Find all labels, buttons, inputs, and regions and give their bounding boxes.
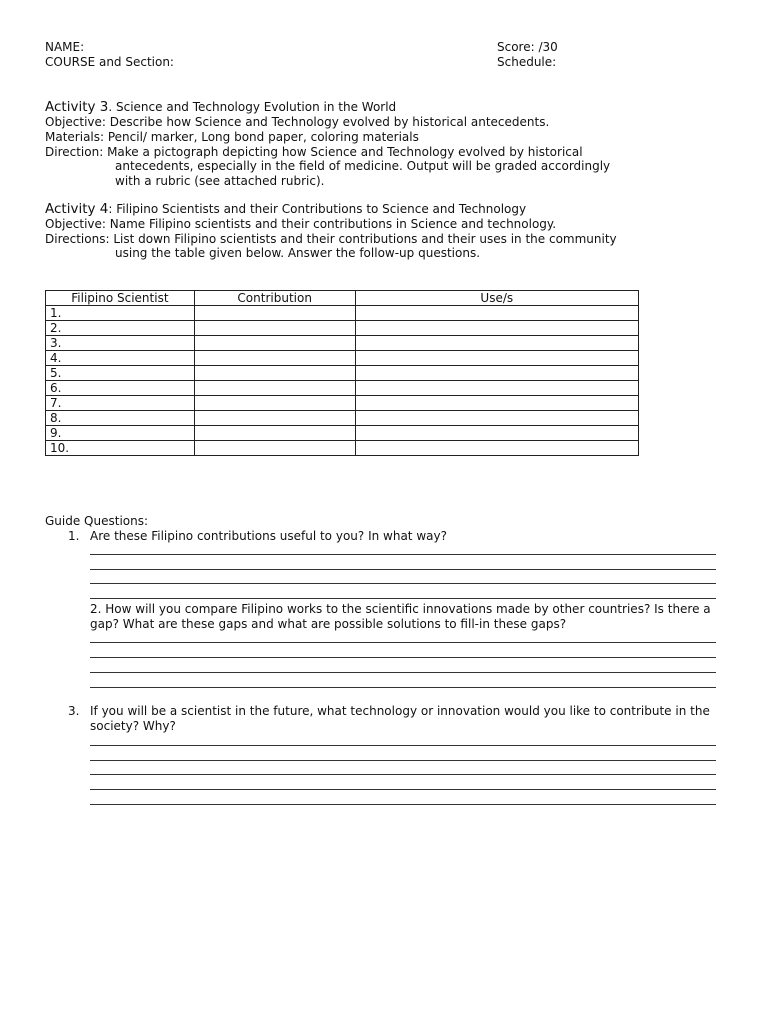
uses-cell[interactable] (355, 411, 638, 426)
activity4-directions-2: using the table given below. Answer the follow-up questions. (115, 246, 481, 260)
row-number: 5. (46, 366, 195, 381)
question-1-text: Are these Filipino contributions useful to you? In what way? (90, 529, 447, 543)
schedule-label: Schedule: (497, 55, 557, 69)
table-row (46, 351, 639, 366)
score-label: Score: /30 (497, 40, 558, 54)
contribution-cell[interactable] (194, 426, 355, 441)
answer-line[interactable] (90, 804, 716, 805)
table-row (46, 366, 639, 381)
activity4-heading: Activity 4 (45, 201, 109, 217)
table-row (46, 381, 639, 396)
activity3-direction-3: with a rubric (see attached rubric). (115, 174, 325, 188)
row-number: 8. (46, 411, 195, 426)
contribution-cell[interactable] (194, 336, 355, 351)
activity4-objective: Objective: Name Filipino scientists and their contributions in Science and technology. (45, 217, 557, 231)
answer-line[interactable] (90, 774, 716, 775)
activity3-materials: Materials: Pencil/ marker, Long bond paper, coloring materials (45, 130, 419, 144)
course-section-label: COURSE and Section: (45, 55, 174, 69)
answer-line[interactable] (90, 642, 716, 643)
scientists-table (45, 290, 639, 456)
uses-cell[interactable] (355, 426, 638, 441)
table-row (46, 411, 639, 426)
header-contribution: Contribution (194, 291, 355, 306)
activity3-objective: Objective: Describe how Science and Technology evolved by historical antecedents. (45, 115, 550, 129)
question-1-number: 1. (68, 529, 80, 543)
contribution-cell[interactable] (194, 351, 355, 366)
row-number: 6. (46, 381, 195, 396)
question-3-text: If you will be a scientist in the future, what technology or innovation would you like to contribute in the society? Why? (90, 704, 710, 733)
table-row (46, 336, 639, 351)
contribution-cell[interactable] (194, 366, 355, 381)
answer-line[interactable] (90, 760, 716, 761)
contribution-cell[interactable] (194, 396, 355, 411)
table-row (46, 426, 639, 441)
uses-cell[interactable] (355, 336, 638, 351)
uses-cell[interactable] (355, 381, 638, 396)
row-number: 3. (46, 336, 195, 351)
answer-line[interactable] (90, 745, 716, 746)
guide-questions-title: Guide Questions: (45, 514, 149, 528)
row-number: 10. (46, 441, 195, 456)
question-1 (68, 529, 728, 544)
activity4-directions-1: Directions: List down Filipino scientists and their contributions and their uses in the community (45, 232, 617, 246)
question-3-number: 3. (68, 704, 80, 718)
answer-line[interactable] (90, 569, 716, 570)
name-label: NAME: (45, 40, 85, 54)
table-header-row (46, 291, 639, 306)
answer-line[interactable] (90, 583, 716, 584)
uses-cell[interactable] (355, 441, 638, 456)
contribution-cell[interactable] (194, 441, 355, 456)
activity3-direction-1: Direction: Make a pictograph depicting how Science and Technology evolved by historical (45, 145, 583, 159)
row-number: 9. (46, 426, 195, 441)
table-row (46, 321, 639, 336)
activity3-heading: Activity 3 (45, 99, 109, 115)
question-2-text: 2. How will you compare Filipino works to the scientific innovations made by other countries? Is there a gap? What are these gaps and what are possible solutions to fill-in these gaps? (90, 602, 711, 631)
activity4-title: : Filipino Scientists and their Contributions to Science and Technology (108, 202, 527, 216)
row-number: 2. (46, 321, 195, 336)
answer-line[interactable] (90, 598, 716, 599)
answer-line[interactable] (90, 687, 716, 688)
row-number: 7. (46, 396, 195, 411)
uses-cell[interactable] (355, 396, 638, 411)
row-number: 4. (46, 351, 195, 366)
uses-cell[interactable] (355, 366, 638, 381)
contribution-cell[interactable] (194, 411, 355, 426)
activity4-title-line (45, 202, 526, 217)
uses-cell[interactable] (355, 351, 638, 366)
contribution-cell[interactable] (194, 321, 355, 336)
answer-line[interactable] (90, 672, 716, 673)
contribution-cell[interactable] (194, 306, 355, 321)
answer-line[interactable] (90, 657, 716, 658)
table-row (46, 441, 639, 456)
header-uses: Use/s (355, 291, 638, 306)
contribution-cell[interactable] (194, 381, 355, 396)
answer-line[interactable] (90, 789, 716, 790)
activity3-title-line (45, 100, 396, 115)
table-row (46, 396, 639, 411)
question-3 (68, 704, 728, 734)
activity3-direction-2: antecedents, especially in the field of medicine. Output will be graded accordingly (115, 159, 611, 173)
uses-cell[interactable] (355, 321, 638, 336)
uses-cell[interactable] (355, 306, 638, 321)
table-row (46, 306, 639, 321)
row-number: 1. (46, 306, 195, 321)
activity3-title: . Science and Technology Evolution in the World (108, 100, 397, 114)
answer-line[interactable] (90, 554, 716, 555)
header-filipino-scientist: Filipino Scientist (46, 291, 195, 306)
